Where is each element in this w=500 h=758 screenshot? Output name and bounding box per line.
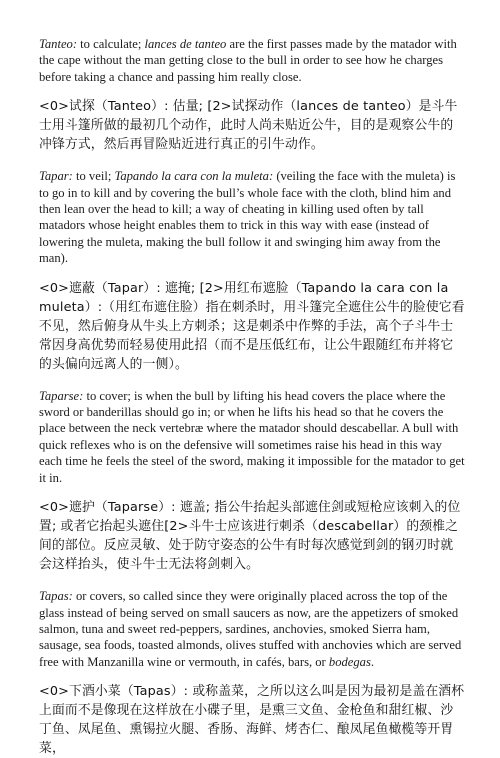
glossary-entry-english	[39, 588, 466, 670]
glossary-entry-english	[39, 168, 466, 266]
definition-text: to veil;	[72, 169, 115, 184]
glossary-term: Tapar:	[39, 169, 73, 184]
glossary-term: Taparse:	[39, 388, 84, 403]
definition-text: to cover; is when the bull by lifting his head covers the place where the sword or banderillas should go in; or when he lifts his head so that he covers the place between the neck vertebræ where the matador should descabellar. A bull with quick reflexes who is on the defensive will sometimes raise his head in this way each time he feels the steel of the sword, making it impossible for the matador to get it in.	[39, 388, 465, 485]
glossary-term: Tapas:	[39, 589, 73, 604]
glossary-subterm: bodegas	[328, 654, 371, 669]
glossary-entry-chinese: <0>试探（Tanteo）: 估量; [2>试探动作（lances de tanteo）是斗牛士用斗篷所做的最初几个动作，此时人尚未贴近公牛，目的是观察公牛的冲锋方式，然后再冒险贴近进行真正的引牛动作。	[39, 99, 458, 153]
definition-text: .	[370, 654, 375, 669]
definition-text: are the first passes made by the matador with the cape without the man getting close to the bull in order to see how he charges before taking a chance and passing him really close.	[39, 37, 457, 84]
glossary-entry-chinese: <0>下酒小菜（Tapas）: 或称盖菜，之所以这么叫是因为最初是盖在酒杯上面而不是像现在这样放在小碟子里，是熏三文鱼、金枪鱼和甜红椒、沙丁鱼、凤尾鱼、熏锡拉火腿、香肠、海鲜、烤杏仁、酿凤尾鱼橄榄等开胃菜，	[39, 684, 465, 757]
definition-text: (veiling the face with the muleta) is to go in to kill and by covering the bull’s whole face with the cloth, blind him and then lean over the head to kill; a way of cheating in killing used often by tall matadors whose height enables them to trick in this way with ease (instead of lowering the muleta, making the bull follow it and swinging him away from the man).	[39, 169, 456, 266]
glossary-entry-english	[39, 388, 466, 486]
glossary-term: Tanteo:	[39, 37, 78, 51]
glossary-entry-english	[39, 36, 466, 85]
glossary-entry-chinese: <0>遮护（Taparse）: 遮盖; 指公牛抬起头部遮住剑或短枪应该刺入的位置; 或者它抬起头遮住[2>斗牛士应该进行刺杀（descabellar）的颈椎之间的部位。反应灵敏、处于防守姿态的公牛有时每次感觉到剑的钢刃时就会这样抬头，使斗牛士无法将剑刺入。	[39, 500, 461, 573]
definition-text: or covers, so called since they were originally placed across the top of the glass instead of being served on small saucers as now, are the appetizers of smoked salmon, tuna and sweet red-peppers, sardines, anchovies, smoked Sierra ham, sausage, sea foods, toasted almonds, olives stuffed with anchovies which are served free with Manzanilla wine or vermouth, in cafés, bars, or	[39, 589, 462, 669]
glossary-subterm: Tapando la cara con la muleta:	[114, 169, 274, 184]
definition-text: to calculate;	[77, 37, 145, 51]
glossary-subterm: lances de tanteo	[144, 37, 227, 51]
glossary-entry-chinese: <0>遮蔽（Tapar）: 遮掩; [2>用红布遮脸（Tapando la cara con la muleta）:（用红布遮住脸）指在刺杀时，用斗篷完全遮住公牛的脸使它看不见，然后俯身从牛头上方刺杀；这是刺杀中作弊的手法，高个子斗牛士常因身高优势而轻易使用此招（而不是压低红布，让公牛跟随红布并将它的头偏向远离人的一侧）。	[39, 280, 465, 372]
